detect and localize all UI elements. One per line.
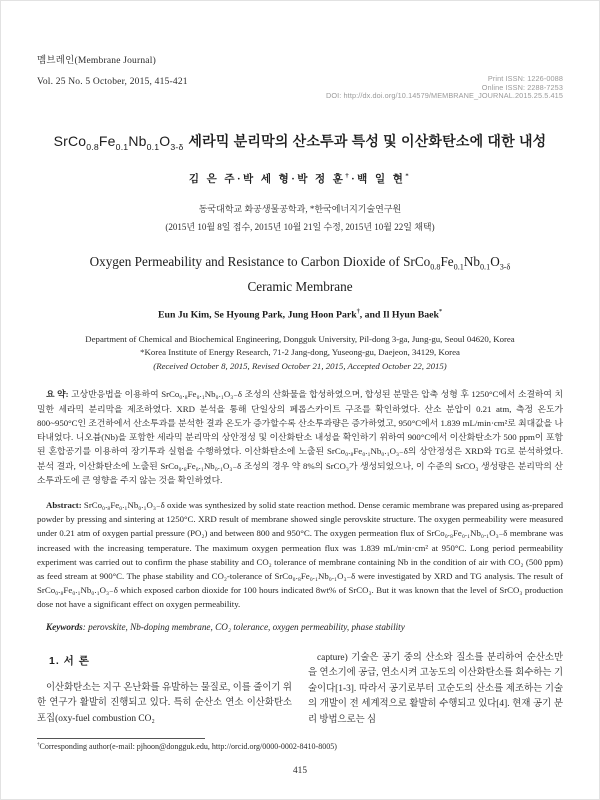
- journal-header-right: [326, 75, 563, 101]
- affiliation-english-2: *Korea Institute of Energy Research, 71-2 Jang-dong, Yuseong-gu, Daejeon, 34129, Korea: [140, 347, 460, 358]
- corresponding-author-mark: †: [345, 172, 352, 180]
- journal-name: 멤브레인(Membrane Journal): [37, 56, 156, 66]
- keywords-text: : perovskite, Nb-doping membrane, CO₂ tolerance, oxygen permeability, phase stability: [82, 621, 405, 632]
- doi-link: DOI: http://dx.doi.org/10.14579/MEMBRANE_JOURNAL.2015.25.5.415: [326, 91, 563, 101]
- title-english-line2: Ceramic Membrane: [247, 279, 353, 295]
- abstract-korean-text: 고상반응법을 이용하여 SrCo₀.₈Fe₀.₁Nb₀.₁O₃₋δ 조성의 산화물을 합성하였으며, 합성된 분말은 압축 성형 후 1250°C에서 소결하여 치밀한 세라믹 분리막을 제조하였다. XRD 분석을 통해 단일상의 페롭스카이트 구조를 확인하였다. 산소 분압이 0.21 atm, 측정 온도가 800~950°C인 조건하에서 산소투과를 분석한 결과 온도가 증가할수록 산소투과량은 증가하였고, 950°C에서 1.839 mL/min·cm²로 최대값을 나타내었다. 니오븀(Nb)을 포함한 세라믹 분리막의 상안정성 및 이산화탄소 내성을 확인하기 위하여 900°C에서 이산화탄소가 500 ppm이 포함된 혼합공기를 이용하여 장기투과 실험을 수행하였다. 이산화탄소에 노출된 SrCo₀.₈Fe₀.₁Nb₀.₁O₃₋δ의 상안정성은 XRD와 TG로 분석하였다. 분석 결과, 이산화탄소에 노출된 SrCo₀.₈Fe₀.₁Nb₀.₁O₃₋δ 조성의 경우 약 8%의 SrCO₃가 생성되었으나, 이 수준의 SrCO₃ 생성량은 분리막의 산소투과도에 큰 영향을 주지 않는 것을 확인하였다.: [37, 389, 564, 485]
- column-right: [308, 651, 563, 729]
- compound-formula: $SrCo_{0.8}Fe_{0.1}Nb_{0.1}O_{3-\delta}$: [53, 132, 184, 152]
- print-issn: Print ISSN: 1226-0088: [487, 74, 563, 83]
- column-left: [37, 651, 292, 729]
- abstract-korean: [37, 387, 563, 486]
- corresponding-author-footnote: †Corresponding author(e-mail: pjhoon@dongguk.edu, http://orcid.org/0000-0002-8410-8005): [37, 741, 337, 751]
- affiliation-korean: 동국대학교 화공생물공학과, *한국에너지기술연구원: [198, 203, 402, 214]
- submission-dates-korean: (2015년 10월 8일 접수, 2015년 10월 21일 수정, 2015년 10월 22일 채택): [165, 221, 435, 232]
- title-korean: [37, 131, 563, 152]
- abstract-english-text: SrCo₀.₈Fe₀.₁Nb₀.₁O₃₋δ oxide was synthesized by solid state reaction method. Dense ceramic membrane was prepared using as-prepared powder by pressing and sintering at 1250°C. XRD result of membrane showed single perovskite structure. The oxygen permeability were measured under 0.21 atm of oxygen partial pressure (PO₂) and between 800 and 950°C. The oxygen permeation flux of SrCo₀.₈Fe₀.₁Nb₀.₁O₃₋δ membrane was increased with the increasing temperature. The maximum oxygen permeation flux was 1.839 mL/min·cm² at 950°C. Long period permeability experiment was carried out to confirm the phase stability and CO₂ tolerance of membrane containing Nb in the condition of air with CO₂ (500 ppm) as feed stream at 900°C. The phase stability and CO₂-tolerance of SrCo₀.₈Fe₀.₁Nb₀.₁O₃₋δ were investigated by XRD and TG analysis. The result of SrCo₀.₈Fe₀.₁Nb₀.₁O₃₋δ which exposed carbon dioxide for 100 hours indicated 8wt% of SrCO₃. But it was known that the level of SrCO₃ production dose not have a significant effect on oxygen permeability.: [37, 499, 564, 610]
- corresponding-author-mark: †: [37, 741, 40, 747]
- keywords-line: [37, 622, 563, 632]
- title-korean-text: 세라믹 분리막의 산소투과 특성 및 이산화탄소에 대한 내성: [188, 132, 547, 149]
- journal-header-left: [37, 51, 188, 93]
- footnote-divider: [37, 738, 205, 739]
- section-heading-introduction: 1. 서 론: [49, 654, 90, 667]
- title-english: [37, 252, 563, 298]
- title-english-line1: Oxygen Permeability and Resistance to Carbon Dioxide of $SrCo_{0.8}Fe_{0.1}Nb_{0.1}O_{3-\delta}$: [89, 253, 511, 272]
- abstract-english: [37, 498, 563, 612]
- authors-korean: 김 은 주·박 세 형·박 정 훈†·백 일 현*: [188, 172, 412, 185]
- journal-header: [37, 51, 563, 101]
- affiliation-english-1: Department of Chemical and Biochemical Engineering, Dongguk University, Pil-dong 3-ga, Jung-gu, Seoul 04620, Korea: [85, 334, 515, 345]
- body-columns: [37, 651, 563, 729]
- intro-paragraph-left: 이산화탄소는 지구 온난화를 유발하는 물질로, 이를 줄이기 위한 연구가 활발히 진행되고 있다. 특히 순산소 연소 이산화탄소 포집(oxy-fuel combustion CO₂: [37, 682, 292, 724]
- intro-paragraph-right: capture) 기술은 공기 중의 산소와 질소를 분리하여 순산소만을 연소기에 공급, 연소시켜 고농도의 이산화탄소를 회수하는 기술이다[1-3]. 따라서 공기로부터 고순도의 산소를 제조하는 기술의 개발이 전 세계적으로 활발히 수행되고 있다[4]. 현재 공기 분리 방법으로는 심: [308, 652, 563, 725]
- corresponding-author-mark: †: [356, 309, 360, 316]
- keywords-label: Keywords: [46, 621, 83, 632]
- abstract-korean-label: 요 약:: [46, 389, 69, 400]
- authors-english: Eun Ju Kim, Se Hyoung Park, Jung Hoon Park†, and Il Hyun Baek*: [158, 309, 442, 321]
- abstract-english-label: Abstract:: [46, 499, 82, 510]
- received-dates-english: (Received October 8, 2015, Revised October 21, 2015, Accepted October 22, 2015): [153, 361, 447, 372]
- affiliation-mark: *: [438, 309, 442, 316]
- page-number: 415: [293, 765, 307, 776]
- online-issn: Online ISSN: 2288-7253: [481, 82, 563, 92]
- affiliation-mark: *: [405, 172, 412, 180]
- journal-volume-line: Vol. 25 No. 5 October, 2015, 415-421: [37, 77, 188, 87]
- compound-formula: $SrCo_{0.8}Fe_{0.1}Nb_{0.1}O_{3-\delta}$: [403, 253, 511, 272]
